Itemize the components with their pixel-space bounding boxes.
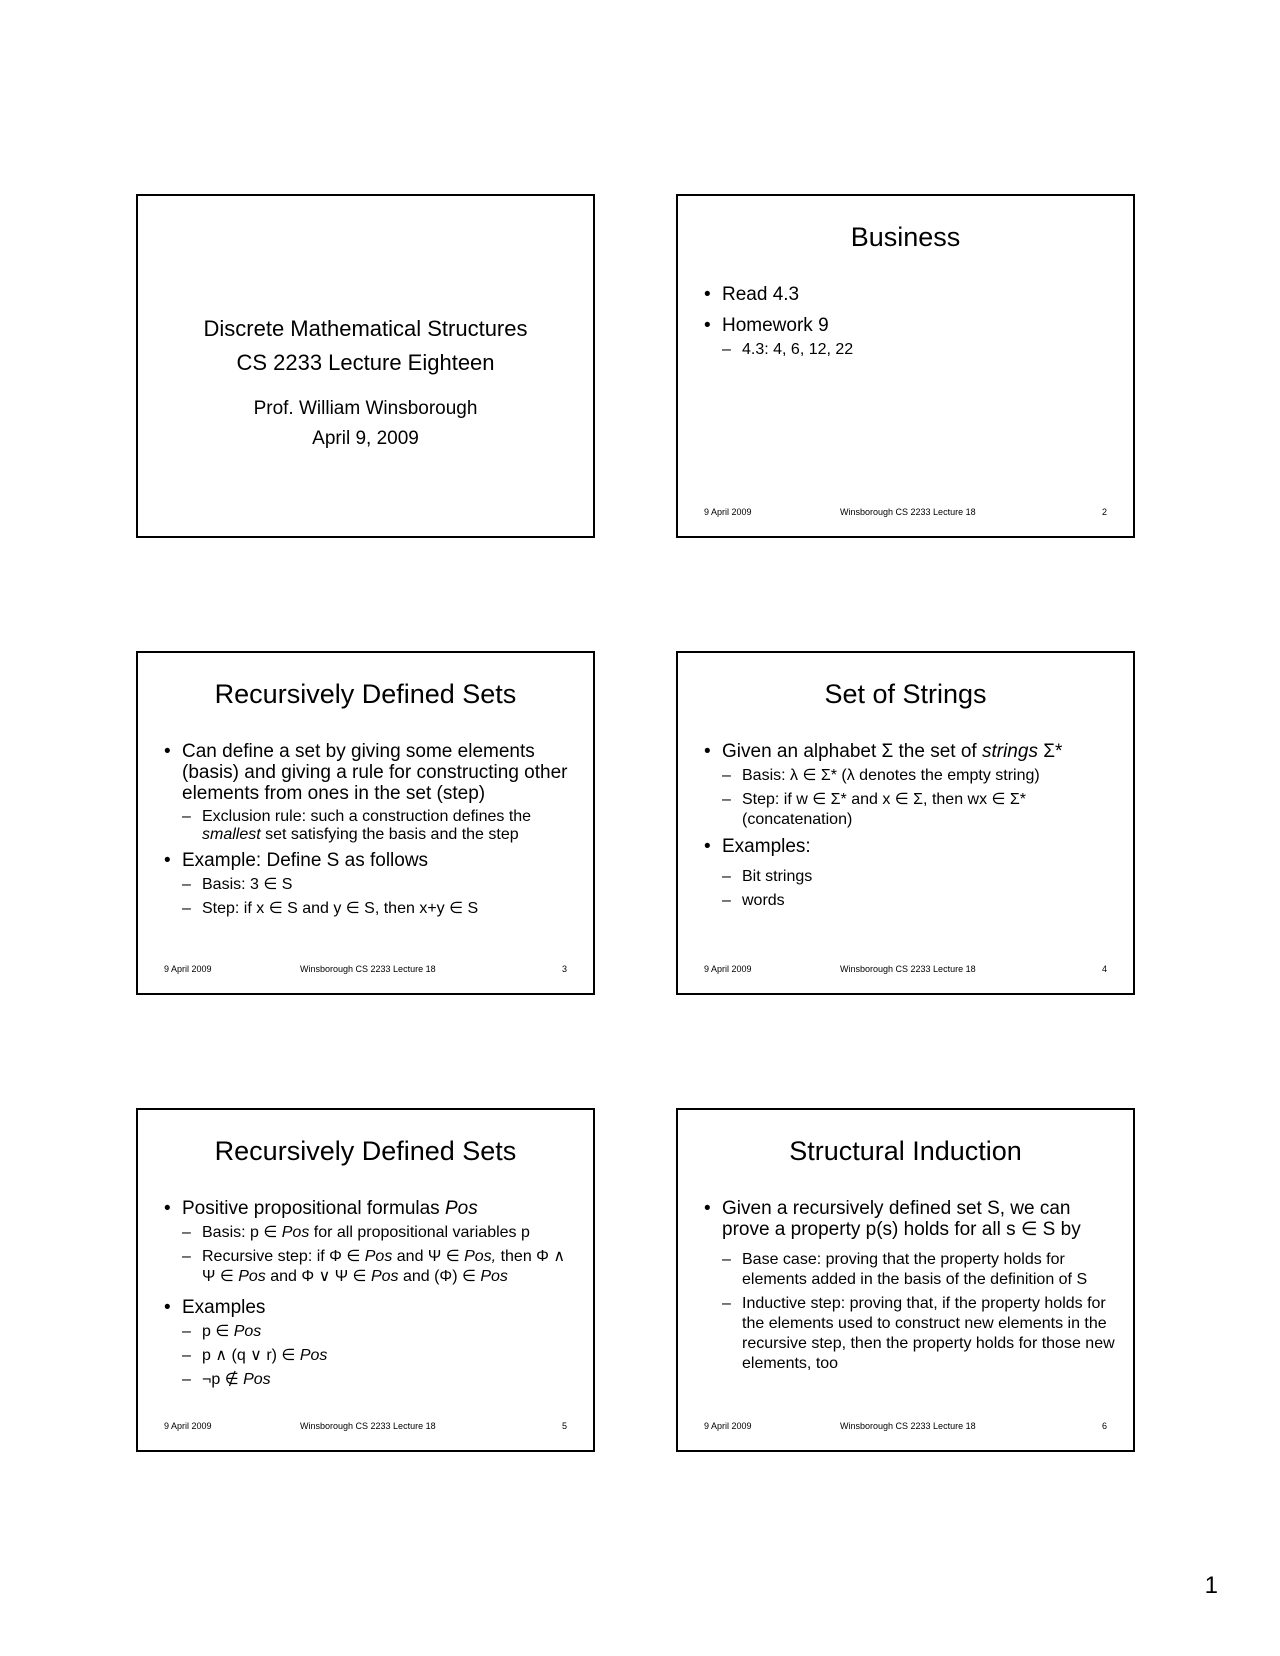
footer-date: 9 April 2009 [164, 964, 212, 974]
sub-bullet: – p ∈ Pos [164, 1322, 577, 1342]
bullet: • Examples [164, 1297, 577, 1318]
title-line-1: Discrete Mathematical Structures [203, 316, 528, 341]
sub-bullet: – ¬p ∉ Pos [164, 1370, 577, 1390]
sub-bullet: – Recursive step: if Φ ∈ Pos and Ψ ∈ Pos, then Φ ∧ Ψ ∈ Pos and Φ ∨ Ψ ∈ Pos and (Φ) ∈ Pos [164, 1247, 577, 1287]
date: April 9, 2009 [312, 428, 419, 449]
slide-body [164, 1192, 577, 1390]
sub-bullet: – Exclusion rule: such a construction defines the smallest set satisfying the basis and the step [164, 808, 577, 844]
bullet: • Example: Define S as follows [164, 850, 577, 871]
slide-4 [676, 651, 1135, 995]
slide-3 [136, 651, 595, 995]
bullet: • Given a recursively defined set S, we can prove a property p(s) holds for all s ∈ S by [704, 1198, 1117, 1240]
slide-number: 3 [561, 964, 567, 974]
footer-date: 9 April 2009 [704, 1421, 752, 1431]
footer-course: Winsborough CS 2233 Lecture 18 [840, 507, 976, 517]
slide-body [704, 735, 1117, 911]
slide-title: Business [850, 222, 961, 252]
slide-number: 5 [561, 1421, 567, 1431]
sub-bullet: – 4.3: 4, 6, 12, 22 [704, 340, 1117, 360]
slide-footer [138, 964, 593, 976]
lecture-title [138, 312, 593, 380]
lecture-info [138, 394, 593, 454]
sub-bullet: – Bit strings [704, 867, 1117, 887]
footer-date: 9 April 2009 [704, 507, 752, 517]
slide-body [704, 278, 1117, 360]
title-line-2: CS 2233 Lecture Eighteen [236, 350, 495, 375]
slide-number: 2 [1101, 507, 1107, 517]
bullet: • Read 4.3 [704, 284, 1117, 305]
slide-title: Recursively Defined Sets [214, 679, 517, 709]
bullet: • Can define a set by giving some elements (basis) and giving a rule for constructing other elements from ones in the set (step) [164, 741, 577, 804]
sub-bullet: – Basis: 3 ∈ S [164, 875, 577, 895]
sub-bullet: – words [704, 891, 1117, 911]
footer-date: 9 April 2009 [704, 964, 752, 974]
sub-bullet: – p ∧ (q ∨ r) ∈ Pos [164, 1346, 577, 1366]
footer-date: 9 April 2009 [164, 1421, 212, 1431]
footer-course: Winsborough CS 2233 Lecture 18 [300, 964, 436, 974]
author: Prof. William Winsborough [253, 398, 478, 419]
slide-5 [136, 1108, 595, 1452]
slide-number: 6 [1101, 1421, 1107, 1431]
slide-2 [676, 194, 1135, 538]
sub-bullet: – Step: if x ∈ S and y ∈ S, then x+y ∈ S [164, 899, 577, 919]
bullet: • Examples: [704, 836, 1117, 857]
slide-footer [678, 964, 1133, 976]
slide-footer [678, 1421, 1133, 1433]
footer-course: Winsborough CS 2233 Lecture 18 [300, 1421, 436, 1431]
bullet: • Homework 9 [704, 315, 1117, 336]
sub-bullet: – Basis: λ ∈ Σ* (λ denotes the empty string) [704, 766, 1117, 786]
slide-6 [676, 1108, 1135, 1452]
slide-body [704, 1192, 1117, 1374]
bullet: • Positive propositional formulas Pos [164, 1198, 577, 1219]
sub-bullet: – Base case: proving that the property holds for elements added in the basis of the definition of S [704, 1250, 1117, 1290]
slide-title: Recursively Defined Sets [214, 1136, 517, 1166]
slide-1 [136, 194, 595, 538]
bullet: • Given an alphabet Σ the set of strings Σ* [704, 741, 1117, 762]
footer-course: Winsborough CS 2233 Lecture 18 [840, 964, 976, 974]
sub-bullet: – Inductive step: proving that, if the property holds for the elements used to construct new elements in the recursive step, then the property holds for those new elements, too [704, 1294, 1117, 1374]
slide-body [164, 735, 577, 919]
footer-course: Winsborough CS 2233 Lecture 18 [840, 1421, 976, 1431]
sub-bullet: – Basis: p ∈ Pos for all propositional variables p [164, 1223, 577, 1243]
slide-footer [678, 507, 1133, 519]
slide-number: 4 [1101, 964, 1107, 974]
slide-title: Set of Strings [824, 679, 987, 709]
slide-title: Structural Induction [789, 1136, 1022, 1166]
sub-bullet: – Step: if w ∈ Σ* and x ∈ Σ, then wx ∈ Σ* (concatenation) [704, 790, 1117, 830]
slide-footer [138, 1421, 593, 1433]
page-number: 1 [1204, 1572, 1218, 1599]
